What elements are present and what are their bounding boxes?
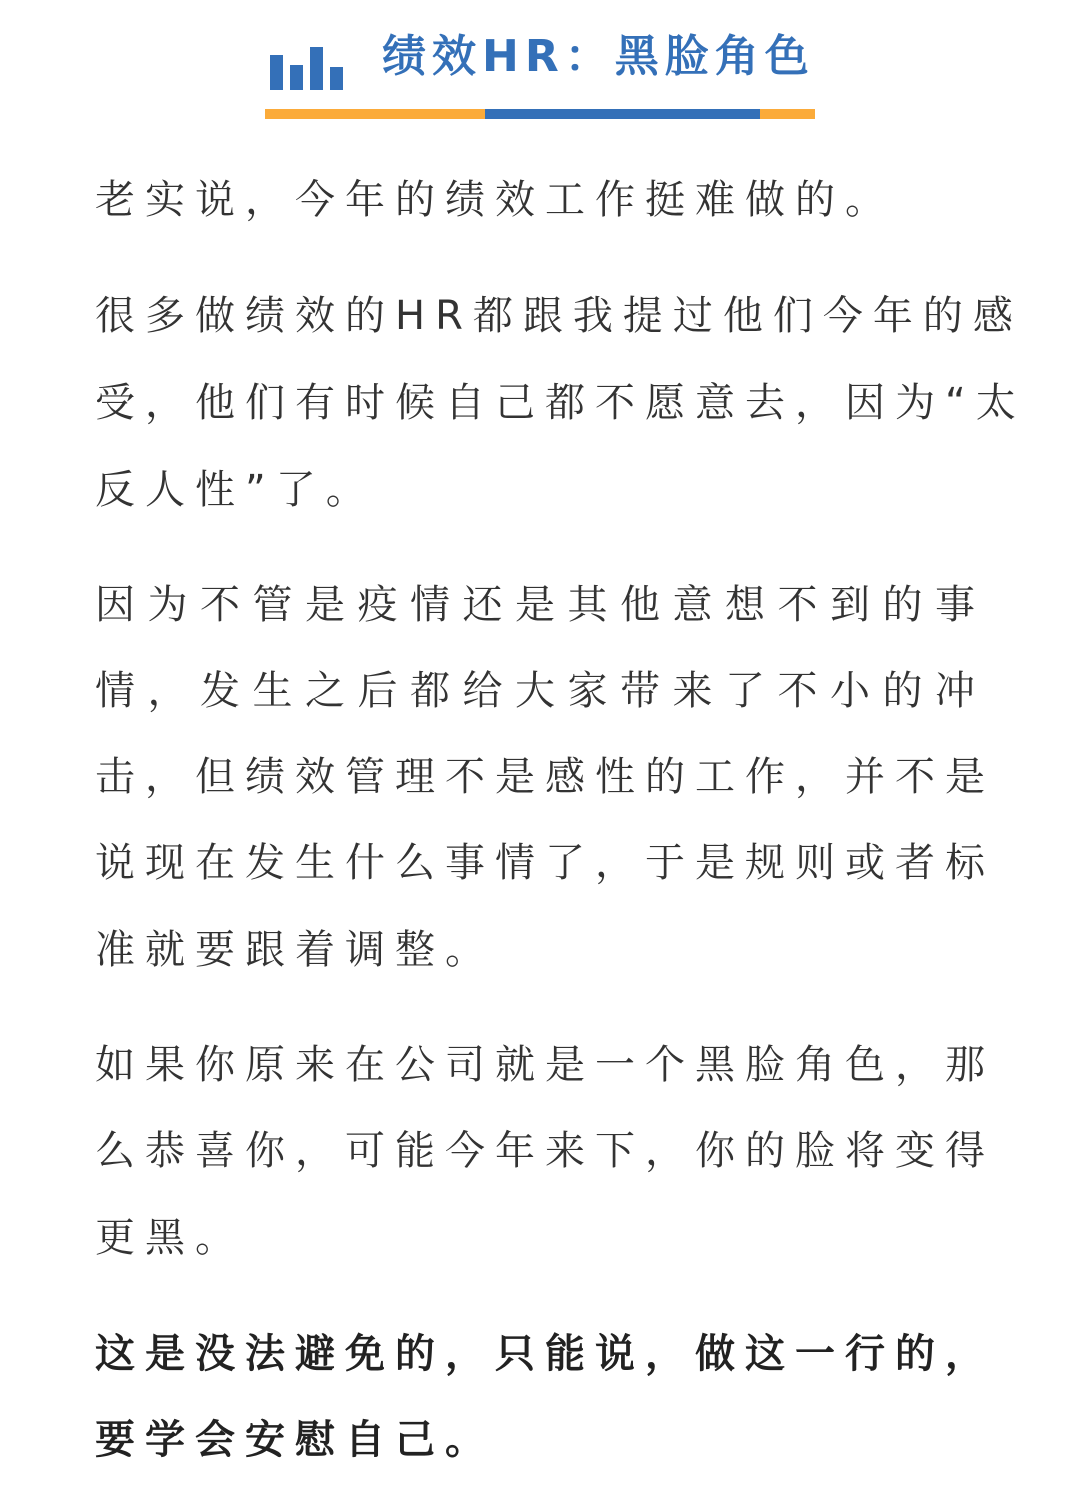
paragraph-line: 老实说，今年的绩效工作挺难做的。: [95, 177, 895, 223]
paragraph-line: 击，但绩效管理不是感性的工作，并不是: [95, 754, 995, 800]
paragraph-line: 么恭喜你，可能今年来下，你的脸将变得: [95, 1128, 995, 1174]
paragraph-line: 反人性”了。: [95, 467, 376, 513]
paragraph-line: 情，发生之后都给大家带来了不小的冲: [95, 668, 985, 714]
paragraph-line: 如果你原来在公司就是一个黑脸角色，那: [95, 1042, 995, 1088]
title-underline: [265, 109, 815, 119]
paragraph-line: 准就要跟着调整。: [95, 927, 495, 973]
paragraph-line: 受，他们有时候自己都不愿意去，因为“太: [95, 380, 1026, 426]
paragraph-line: 因为不管是疫情还是其他意想不到的事: [95, 582, 985, 628]
bar-chart-icon: [270, 20, 350, 90]
page-title: 绩效HR：黑脸角色: [382, 31, 815, 82]
paragraph-line: 更黑。: [95, 1215, 245, 1261]
paragraph-line: 很多做绩效的HR都跟我提过他们今年的感: [95, 293, 1023, 339]
paragraph-line: 要学会安慰自己。: [95, 1417, 495, 1463]
paragraph-line: 这是没法避免的，只能说，做这一行的，: [95, 1331, 995, 1377]
article-header: [265, 20, 815, 120]
paragraph-line: 说现在发生什么事情了，于是规则或者标: [95, 840, 995, 886]
